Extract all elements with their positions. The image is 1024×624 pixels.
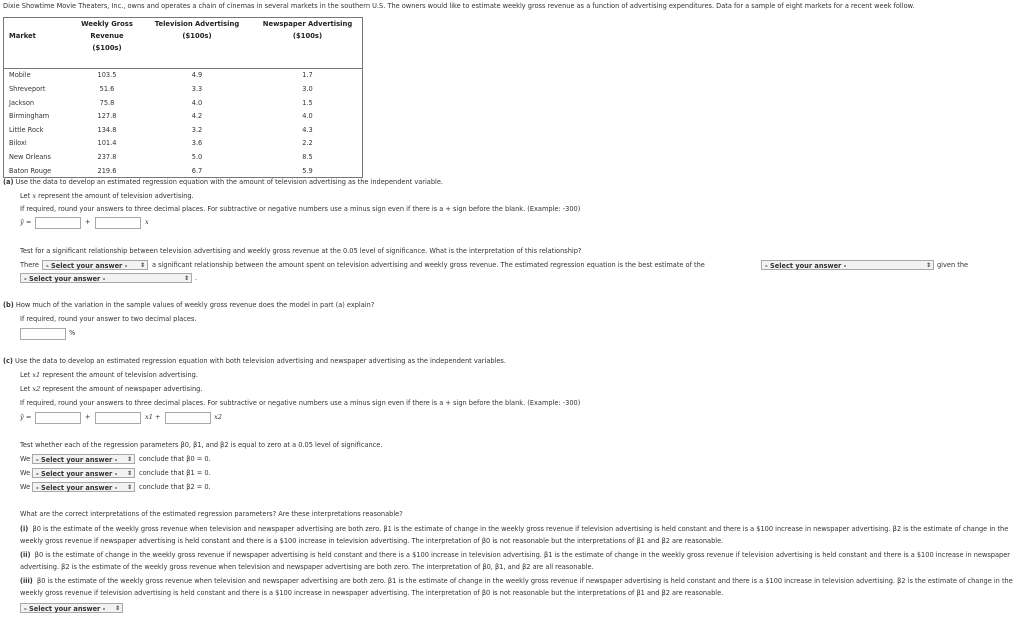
part-c-we-1: We bbox=[20, 469, 31, 477]
part-c-b2-input[interactable] bbox=[165, 412, 211, 424]
part-c-let-x2: Let x2 represent the amount of newspaper advertising. bbox=[20, 385, 203, 393]
part-c-beta2-select[interactable]: - Select your answer - ⇕ bbox=[32, 482, 135, 492]
data-table bbox=[3, 17, 363, 178]
col-header-news-line2: ($100s) bbox=[292, 32, 323, 40]
part-b-question: (b) How much of the variation in the sample values of weekly gross revenue does the model in part (a) explain? bbox=[3, 301, 375, 309]
chevron-updown-icon: ⇕ bbox=[139, 262, 145, 269]
part-c-plus: + bbox=[85, 413, 91, 421]
cell-tv: 4.0 bbox=[191, 98, 203, 107]
table-header-row bbox=[4, 18, 363, 55]
table-row bbox=[4, 96, 363, 110]
cell-tv: 3.3 bbox=[191, 84, 203, 93]
chevron-updown-icon: ⇕ bbox=[183, 275, 189, 282]
part-c-conclude-beta2: conclude that β2 = 0. bbox=[139, 483, 211, 491]
part-a-end-dot: . bbox=[195, 274, 198, 282]
part-a-given-the: given the bbox=[937, 261, 969, 269]
col-header-tv-line1: Television Advertising bbox=[154, 20, 240, 28]
part-c-conclude-beta1: conclude that β1 = 0. bbox=[139, 469, 211, 477]
cell-tv: 3.2 bbox=[191, 125, 203, 134]
cell-market: Birmingham bbox=[4, 109, 74, 123]
table-row bbox=[4, 137, 363, 151]
col-header-revenue-line2: Revenue bbox=[90, 32, 124, 40]
option-ii: (ii) β0 is the estimate of change in the weekly gross revenue if newspaper advertising is held constant and there is a $100 increase in television advertising. β1 is the estimate of change in the weekly gross revenue if television advertising is held constant and there is a $100 increase in newspaper advertising. β2 is the estimate of the weekly gross revenue when television and newspaper advertising are both zero. The interpretation of β0, β1, and β2 are all reasonable. bbox=[20, 551, 1010, 571]
cell-tv: 4.2 bbox=[191, 112, 203, 121]
cell-market: Baton Rouge bbox=[4, 164, 74, 178]
intro-text: Dixie Showtime Movie Theaters, Inc., owns and operates a chain of cinemas in several markets in the southern U.S. The owners would like to estimate weekly gross revenue as a function of advertising expenditures. Data for a sample of eight markets for a recent week follow. bbox=[3, 2, 915, 10]
col-header-revenue bbox=[73, 18, 141, 55]
part-a-round-note: If required, round your answers to three decimal places. For subtractive or negative numbers use a minus sign even if there is a + sign before the blank. (Example: -300) bbox=[20, 205, 581, 213]
cell-revenue: 101.4 bbox=[97, 139, 117, 148]
table-row bbox=[4, 150, 363, 164]
part-a-x: x bbox=[145, 218, 149, 226]
option-i: (i) β0 is the estimate of the weekly gross revenue when television and newspaper advertising are both zero. β1 is the estimate of change in the weekly gross revenue if television advertising is held constant and there is a $100 increase in newspaper advertising. β2 is the estimate of change in the weekly gross revenue if newspaper advertising is held constant and there is a $100 increase in television advertising. The interpretation of β0 is not reasonable but the interpretations of β1 and β2 are reasonable. bbox=[20, 525, 1009, 545]
cell-news: 4.0 bbox=[253, 109, 363, 123]
part-a-given-select[interactable]: - Select your answer - ⇕ bbox=[20, 273, 192, 283]
table-row bbox=[4, 68, 363, 82]
part-c-x1-plus: x1 + bbox=[145, 413, 161, 421]
part-c-test-question: Test whether each of the regression parameters β0, β1, and β2 is equal to zero at a 0.05 level of significance. bbox=[20, 441, 383, 449]
part-c-we-2: We bbox=[20, 483, 31, 491]
cell-news: 3.0 bbox=[253, 82, 363, 96]
cell-news: 1.7 bbox=[253, 68, 363, 82]
cell-tv: 4.9 bbox=[191, 71, 203, 80]
option-iii: (iii) β0 is the estimate of the weekly gross revenue when television and newspaper advertising are both zero. β1 is the estimate of change in the weekly gross revenue if newspaper advertising is held constant and there is a $100 increase in television advertising. β2 is the estimate of change in the weekly gross revenue if television advertising is held constant and there is a $100 increase in newspaper advertising. The interpretation of β0 is not reasonable but the interpretations of β1 and β2 are reasonable. bbox=[20, 577, 1013, 597]
cell-market: Jackson bbox=[4, 96, 74, 110]
part-a-yhat: ŷ = bbox=[20, 218, 32, 226]
part-c-b1-input[interactable] bbox=[95, 412, 141, 424]
chevron-updown-icon: ⇕ bbox=[126, 456, 132, 463]
table-body bbox=[4, 68, 363, 178]
cell-news: 1.5 bbox=[253, 96, 363, 110]
cell-news: 5.9 bbox=[253, 164, 363, 178]
chevron-updown-icon: ⇕ bbox=[126, 484, 132, 491]
cell-revenue: 237.8 bbox=[97, 152, 117, 161]
part-a-mid-text: a significant relationship between the amount spent on television advertising and weekly gross revenue. The estimated regression equation is the best estimate of the bbox=[152, 261, 705, 269]
part-c-yhat: ŷ = bbox=[20, 413, 32, 421]
chevron-updown-icon: ⇕ bbox=[126, 470, 132, 477]
col-header-news-line1: Newspaper Advertising bbox=[262, 20, 353, 28]
part-b-round-note: If required, round your answer to two decimal places. bbox=[20, 315, 197, 323]
part-a-significance-select[interactable]: - Select your answer - ⇕ bbox=[42, 260, 148, 270]
part-a-estimate-select[interactable]: - Select your answer - ⇕ bbox=[761, 260, 934, 270]
table-row bbox=[4, 123, 363, 137]
cell-revenue: 219.6 bbox=[73, 164, 141, 178]
cell-revenue: 75.8 bbox=[99, 98, 115, 107]
col-header-revenue-line1: Weekly Gross bbox=[81, 20, 133, 28]
cell-news: 8.5 bbox=[253, 150, 363, 164]
cell-revenue: 103.5 bbox=[97, 71, 117, 80]
col-header-tv bbox=[141, 18, 253, 55]
part-c-round-note: If required, round your answers to three decimal places. For subtractive or negative numbers use a minus sign even if there is a + sign before the blank. (Example: -300) bbox=[20, 399, 581, 407]
cell-news: 4.3 bbox=[253, 123, 363, 137]
part-a-intercept-input[interactable] bbox=[35, 217, 81, 229]
col-header-tv-line2: ($100s) bbox=[182, 32, 212, 40]
part-c-interpretation-select[interactable]: - Select your answer - ⇕ bbox=[20, 603, 123, 613]
col-header-news bbox=[253, 18, 363, 55]
table-row bbox=[4, 109, 363, 123]
table-row bbox=[4, 82, 363, 96]
part-c-x2-end: x2 bbox=[214, 413, 222, 421]
part-c-question: (c) Use the data to develop an estimated regression equation with both television advertising and newspaper advertising as the independent variables. bbox=[3, 357, 506, 365]
part-c-we-0: We bbox=[20, 455, 31, 463]
col-header-market: Market bbox=[4, 18, 74, 55]
part-a-there: There bbox=[20, 261, 39, 269]
cell-tv: 5.0 bbox=[191, 152, 203, 161]
part-c-conclude-beta0: conclude that β0 = 0. bbox=[139, 455, 211, 463]
cell-market: Little Rock bbox=[4, 123, 74, 137]
part-c-let-x1: Let x1 represent the amount of television advertising. bbox=[20, 371, 198, 379]
part-c-interp-question: What are the correct interpretations of the estimated regression parameters? Are these interpretations reasonable? bbox=[20, 510, 403, 518]
part-a-test-question: Test for a significant relationship between television advertising and weekly gross revenue at the 0.05 level of significance. What is the interpretation of this relationship? bbox=[20, 247, 582, 255]
cell-market: Shreveport bbox=[4, 82, 74, 96]
chevron-updown-icon: ⇕ bbox=[925, 262, 931, 269]
cell-revenue: 127.8 bbox=[97, 112, 117, 121]
cell-market: Biloxi bbox=[4, 137, 74, 151]
part-b-percent: % bbox=[69, 329, 76, 337]
part-a-question: (a) Use the data to develop an estimated regression equation with the amount of television advertising as the independent variable. bbox=[3, 178, 444, 186]
cell-revenue: 51.6 bbox=[99, 84, 115, 93]
table-row bbox=[4, 164, 363, 178]
cell-revenue: 134.8 bbox=[97, 125, 117, 134]
part-c-beta1-select[interactable]: - Select your answer - ⇕ bbox=[32, 468, 135, 478]
part-a-plus: + bbox=[85, 218, 91, 226]
cell-market: Mobile bbox=[4, 68, 74, 82]
cell-market: New Orleans bbox=[4, 150, 74, 164]
chevron-updown-icon: ⇕ bbox=[114, 605, 120, 612]
part-c-beta0-select[interactable]: - Select your answer - ⇕ bbox=[32, 454, 135, 464]
part-a-slope-input[interactable] bbox=[95, 217, 141, 229]
col-header-revenue-line3: ($100s) bbox=[92, 44, 122, 52]
cell-news: 2.2 bbox=[253, 137, 363, 151]
cell-tv: 6.7 bbox=[141, 164, 253, 178]
cell-tv: 3.6 bbox=[191, 139, 203, 148]
part-c-b0-input[interactable] bbox=[35, 412, 81, 424]
part-a-let: Let x represent the amount of television advertising. bbox=[20, 192, 194, 200]
part-b-r-squared-input[interactable] bbox=[20, 328, 66, 340]
